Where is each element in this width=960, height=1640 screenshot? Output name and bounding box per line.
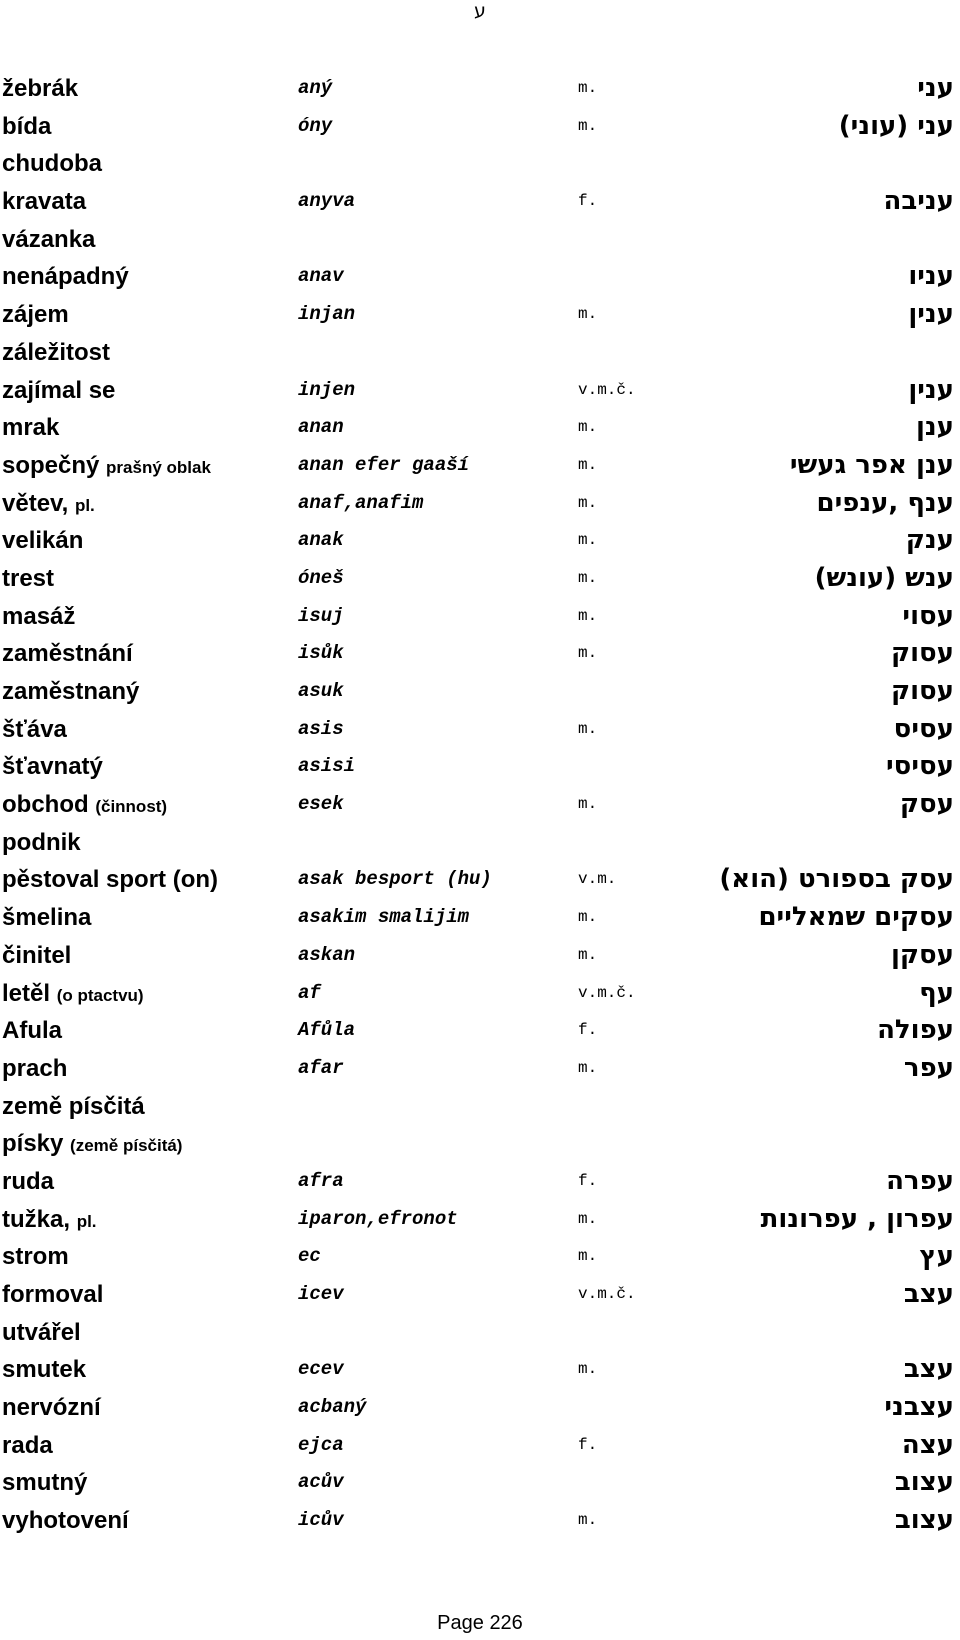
czech-term (2, 975, 144, 1015)
czech-word: šťáva (2, 715, 67, 743)
hebrew-term: עני (917, 73, 954, 103)
grammar-tag: m. (578, 908, 598, 927)
dictionary-entry (0, 861, 960, 899)
transliteration: óny (298, 114, 333, 137)
czech-word: podnik (2, 828, 81, 856)
czech-term (2, 145, 102, 183)
czech-term (2, 1464, 87, 1502)
grammar-tag: m. (578, 644, 598, 663)
transliteration: isůk (298, 642, 344, 665)
czech-word: šťavnatý (2, 753, 103, 781)
dictionary-entry (0, 522, 960, 560)
hebrew-term: עצבני (884, 1392, 954, 1423)
grammar-tag: m. (578, 719, 598, 738)
dictionary-entry (0, 1125, 960, 1163)
transliteration: ec (298, 1245, 321, 1268)
grammar-tag: v.m. (578, 870, 617, 889)
dictionary-entry (0, 1012, 960, 1050)
dictionary-entry (0, 635, 960, 673)
czech-word: nenápadný (2, 263, 129, 291)
grammar-tag: v.m.č. (578, 983, 636, 1002)
hebrew-term: עסק (899, 789, 954, 820)
transliteration: icev (298, 1283, 344, 1305)
dictionary-entry (0, 1050, 960, 1088)
transliteration: afra (298, 1169, 344, 1192)
transliteration: injen (298, 378, 356, 401)
czech-word: obchod (2, 791, 89, 819)
hebrew-term: עץ (919, 1241, 954, 1272)
czech-term (2, 409, 59, 447)
czech-term (2, 1276, 103, 1314)
hebrew-term: עצוב (894, 1467, 954, 1498)
dictionary-entry (0, 1464, 960, 1502)
czech-note: pl. (76, 1211, 97, 1231)
czech-term (2, 1050, 67, 1088)
transliteration: asak besport (hu) (298, 868, 492, 891)
czech-term (2, 1314, 81, 1352)
dictionary-entry (0, 899, 960, 937)
czech-word: ruda (2, 1167, 55, 1195)
czech-word: rada (2, 1431, 53, 1459)
dictionary-entry (0, 183, 960, 221)
czech-note: (činnost) (95, 797, 168, 817)
czech-term (2, 1427, 53, 1465)
transliteration: injan (298, 303, 356, 326)
dictionary-entry (0, 975, 960, 1013)
czech-word: nervózní (2, 1394, 101, 1422)
czech-term (2, 1012, 62, 1050)
hebrew-term: עסק בספורט (הוא) (719, 864, 954, 895)
czech-word: pěstoval sport (on) (2, 866, 219, 894)
grammar-tag: m. (578, 305, 598, 324)
czech-word: zaměstnaný (2, 678, 140, 705)
czech-term (2, 937, 71, 975)
grammar-tag: m. (578, 606, 598, 625)
czech-note: pl. (74, 495, 95, 515)
transliteration: aný (298, 77, 333, 99)
czech-term (2, 183, 86, 221)
grammar-tag: v.m.č. (578, 1285, 636, 1303)
czech-term (2, 1201, 97, 1241)
grammar-tag: m. (578, 795, 598, 814)
czech-word: písky (2, 1130, 64, 1158)
dictionary-entry (0, 485, 960, 523)
czech-term (2, 899, 91, 937)
hebrew-term: עני (עוני) (838, 110, 954, 141)
czech-term (2, 786, 167, 826)
dictionary-entry (0, 748, 960, 786)
dictionary-entry (0, 1351, 960, 1389)
dictionary-entry (0, 824, 960, 862)
hebrew-term: ענין (908, 374, 954, 405)
grammar-tag: m. (578, 493, 598, 512)
czech-word: šmelina (2, 904, 92, 932)
czech-word: činitel (2, 941, 72, 969)
transliteration: afar (298, 1056, 344, 1079)
czech-term (2, 485, 95, 525)
czech-word: větev, (2, 489, 69, 517)
dictionary-entry (0, 108, 960, 146)
transliteration: anan efer gaaší (298, 453, 470, 476)
hebrew-term: עף (919, 977, 954, 1008)
transliteration: ecev (298, 1358, 344, 1381)
czech-term (2, 372, 115, 410)
hebrew-term: עפרון , עפרונות (760, 1203, 954, 1234)
transliteration: acbaný (298, 1396, 367, 1419)
czech-word: prach (2, 1054, 68, 1082)
czech-term (2, 258, 129, 296)
czech-term (2, 1163, 54, 1201)
dictionary-entry (0, 1314, 960, 1352)
dictionary-entry (0, 334, 960, 372)
hebrew-term: עניבה (883, 186, 954, 217)
transliteration: anav (298, 265, 344, 288)
grammar-tag: m. (578, 531, 598, 550)
hebrew-term: עפרה (886, 1165, 954, 1196)
hebrew-term: ענק (905, 525, 954, 556)
dictionary-entry (0, 1389, 960, 1427)
czech-word: smutný (2, 1469, 88, 1497)
dictionary-entry (0, 296, 960, 334)
czech-term (2, 522, 83, 560)
transliteration: anaf,anafim (298, 491, 424, 514)
dictionary-entry (0, 1201, 960, 1239)
transliteration: ejca (298, 1433, 344, 1456)
czech-term (2, 560, 54, 598)
transliteration: af (298, 981, 321, 1004)
hebrew-term: עסוק (890, 676, 954, 706)
czech-word: formoval (2, 1281, 104, 1308)
czech-word: masáž (2, 602, 76, 630)
czech-term (2, 70, 78, 108)
page-number: Page 226 (437, 1612, 523, 1634)
grammar-tag: f. (578, 192, 598, 211)
dictionary-entry (0, 711, 960, 749)
czech-term (2, 1351, 86, 1389)
czech-term (2, 1088, 145, 1126)
transliteration: esek (298, 793, 344, 816)
czech-note: prašný oblak (106, 457, 211, 477)
grammar-tag: m. (578, 1058, 598, 1077)
dictionary-entry (0, 258, 960, 296)
grammar-tag: m. (578, 945, 598, 964)
czech-word: zájem (2, 301, 69, 329)
dictionary-entry (0, 145, 960, 183)
czech-term (2, 635, 133, 673)
grammar-tag: m. (578, 1511, 598, 1530)
grammar-tag: v.m.č. (578, 380, 636, 399)
grammar-tag: m. (578, 116, 598, 135)
grammar-tag: m. (578, 79, 598, 97)
hebrew-term: עפר (903, 1052, 954, 1083)
dictionary-entry (0, 673, 960, 711)
czech-term (2, 1502, 129, 1540)
section-letter: ע (474, 0, 486, 22)
czech-term (2, 748, 103, 786)
czech-term (2, 334, 110, 372)
hebrew-term: עסיס (893, 713, 954, 744)
transliteration: asis (298, 717, 344, 740)
hebrew-term: עצב (903, 1279, 954, 1309)
dictionary-entry (0, 560, 960, 598)
transliteration: asisi (298, 755, 356, 778)
czech-note: (o ptactvu) (56, 985, 144, 1005)
hebrew-term: עצוב (894, 1505, 954, 1536)
hebrew-term: ענן (915, 412, 954, 443)
czech-word: zaměstnání (2, 640, 133, 668)
transliteration: isuj (298, 604, 344, 627)
dictionary-entry (0, 221, 960, 259)
czech-word: Afula (2, 1017, 62, 1045)
czech-word: záležitost (2, 338, 111, 366)
czech-term (2, 1389, 101, 1427)
czech-term (2, 824, 81, 862)
czech-word: vázanka (2, 225, 96, 253)
czech-word: zajímal se (2, 376, 116, 404)
grammar-tag: f. (578, 1171, 598, 1190)
czech-word: bída (2, 112, 52, 140)
czech-word: velikán (2, 527, 84, 555)
czech-word: utvářel (2, 1318, 81, 1346)
czech-term (2, 1238, 69, 1276)
hebrew-term: עפולה (877, 1015, 954, 1046)
grammar-tag: f. (578, 1435, 598, 1454)
dictionary-entry (0, 1427, 960, 1465)
czech-note: (země písčitá) (70, 1136, 183, 1156)
czech-term (2, 598, 75, 636)
transliteration: icův (298, 1509, 344, 1532)
czech-word: žebrák (2, 75, 79, 102)
transliteration: óneš (298, 566, 344, 589)
transliteration: iparon,efronot (298, 1207, 458, 1230)
dictionary-entry (0, 1088, 960, 1126)
czech-word: mrak (2, 414, 60, 442)
dictionary-entry (0, 1238, 960, 1276)
czech-word: letěl (2, 979, 51, 1007)
hebrew-term: ענף ,ענפים (816, 487, 954, 518)
hebrew-term: ענין (908, 299, 954, 330)
grammar-tag: m. (578, 1247, 598, 1266)
grammar-tag: m. (578, 455, 598, 474)
dictionary-entry (0, 1163, 960, 1201)
hebrew-term: עסקים שמאליים (758, 902, 954, 933)
transliteration: anyva (298, 190, 356, 213)
hebrew-term: ענש (עונש) (814, 562, 954, 593)
grammar-tag: f. (578, 1021, 598, 1040)
czech-term (2, 296, 69, 334)
dictionary-entry (0, 372, 960, 410)
czech-word: trest (2, 564, 55, 592)
dictionary-entry (0, 1502, 960, 1540)
czech-term (2, 221, 95, 259)
czech-term (2, 447, 211, 487)
czech-word: smutek (2, 1356, 87, 1384)
grammar-tag: m. (578, 1209, 598, 1228)
czech-term (2, 861, 218, 899)
grammar-tag: m. (578, 568, 598, 587)
dictionary-entry (0, 447, 960, 485)
czech-word: sopečný (2, 451, 100, 479)
hebrew-term: עניו (908, 261, 954, 292)
transliteration: asuk (298, 680, 344, 702)
transliteration: askan (298, 943, 356, 966)
dictionary-entry (0, 1276, 960, 1314)
czech-word: chudoba (2, 150, 102, 178)
transliteration: asakim smalijim (298, 906, 470, 929)
hebrew-term: עצה (901, 1429, 954, 1460)
czech-word: vyhotovení (2, 1507, 129, 1535)
czech-term (2, 1125, 182, 1165)
czech-word: strom (2, 1243, 69, 1271)
dictionary-entry (0, 70, 960, 108)
transliteration: anan (298, 416, 344, 439)
czech-term (2, 673, 139, 711)
hebrew-term: עצב (903, 1354, 954, 1385)
czech-word: kravata (2, 188, 87, 216)
transliteration: acův (298, 1471, 344, 1494)
hebrew-term: עסוי (902, 600, 954, 631)
transliteration: Afůla (298, 1019, 356, 1042)
grammar-tag: m. (578, 418, 598, 437)
hebrew-term: ענן אפר געשי (789, 449, 954, 480)
hebrew-term: עסוק (890, 638, 954, 669)
hebrew-term: עסיסי (886, 751, 954, 782)
czech-word: tužka, (2, 1205, 71, 1233)
hebrew-term: עסקן (890, 939, 954, 970)
czech-word: země písčitá (2, 1092, 145, 1120)
dictionary-entry (0, 409, 960, 447)
dictionary-entries (0, 70, 960, 1540)
grammar-tag: m. (578, 1360, 598, 1379)
czech-term (2, 711, 67, 749)
transliteration: anak (298, 529, 344, 552)
dictionary-entry (0, 937, 960, 975)
dictionary-entry (0, 786, 960, 824)
dictionary-entry (0, 598, 960, 636)
czech-term (2, 108, 51, 146)
